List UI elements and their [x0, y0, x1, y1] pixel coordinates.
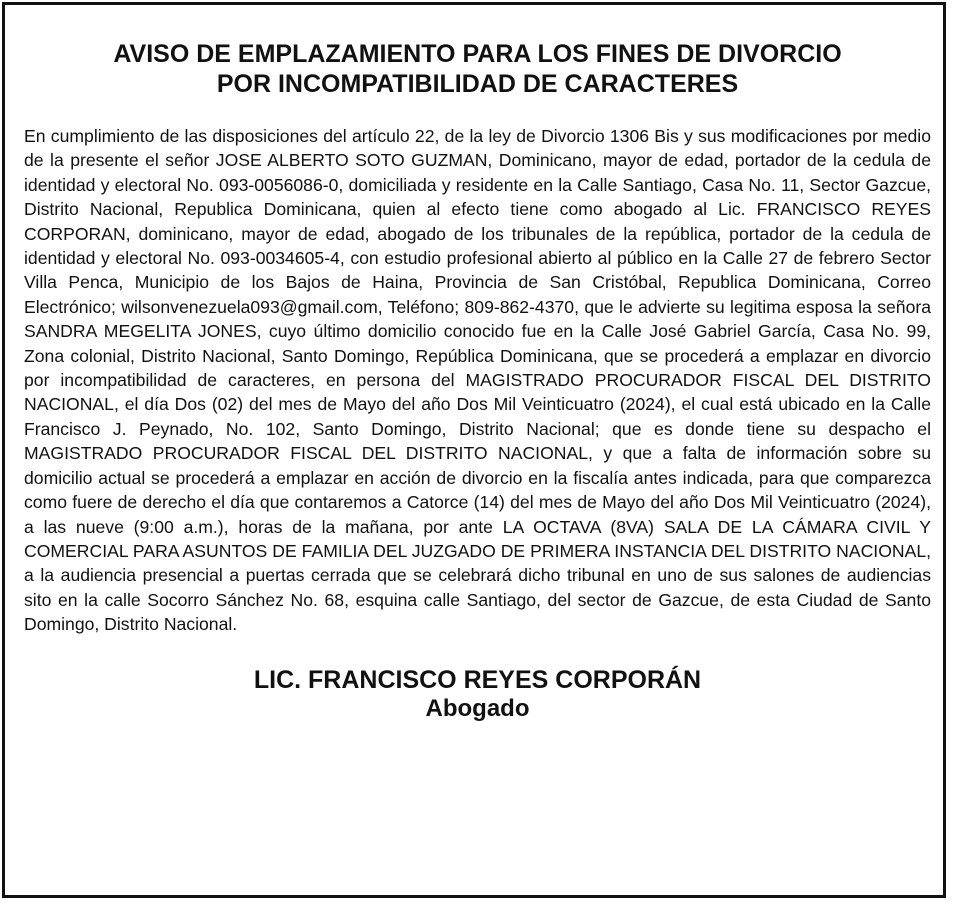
notice-title-line-1: AVISO DE EMPLAZAMIENTO PARA LOS FINES DE DIVORCIO	[113, 40, 842, 68]
notice-content	[24, 39, 931, 723]
signature-role: Abogado	[425, 694, 530, 722]
notice-frame	[2, 2, 946, 898]
notice-title-line-2: POR INCOMPATIBILIDAD DE CARACTERES	[216, 70, 739, 98]
signature-name: LIC. FRANCISCO REYES CORPORÁN	[253, 665, 702, 694]
notice-body-paragraph: En cumplimiento de las disposiciones del artículo 22, de la ley de Divorcio 1306 Bis y sus modificaciones por medio de la presente el señor JOSE ALBERTO SOTO GUZMAN, Dominicano, mayor de edad, portador de la cedula de identidad y electoral No. 093-0056086-0, domiciliada y residente en la Calle Santiago, Casa No. 11, Sector Gazcue, Distrito Nacional, Republica Dominicana, quien al efecto tiene como abogado al Lic. FRANCISCO REYES CORPORAN, dominicano, mayor de edad, abogado de los tribunales de la república, portador de la cedula de identidad y electoral No. 093-0034605-4, con estudio profesional abierto al público en la Calle 27 de febrero Sector Villa Penca, Municipio de los Bajos de Haina, Provincia de San Cristóbal, Republica Dominicana, Correo Electrónico; wilsonvenezuela093@gmail.com, Teléfono; 809-862-4370, que le advierte su legitima esposa la señora SANDRA MEGELITA JONES, cuyo último domicilio conocido fue en la Calle José Gabriel García, Casa No. 99, Zona colonial, Distrito Nacional, Santo Domingo, República Dominicana, que se procederá a emplazar en divorcio por incompatibilidad de caracteres, en persona del MAGISTRADO PROCURADOR FISCAL DEL DISTRITO NACIONAL, el día Dos (02) del mes de Mayo del año Dos Mil Veinticuatro (2024), el cual está ubicado en la Calle Francisco J. Peynado, No. 102, Santo Domingo, Distrito Nacional; que es donde tiene su despacho el MAGISTRADO PROCURADOR FISCAL DEL DISTRITO NACIONAL, y que a falta de información sobre su domicilio actual se procederá a emplazar en acción de divorcio en la fiscalía antes indicada, para que comparezca como fuere de derecho el día que contaremos a Catorce (14) del mes de Mayo del año Dos Mil Veinticuatro (2024), a las nueve (9:00 a.m.), horas de la mañana, por ante LA OCTAVA (8VA) SALA DE LA CÁMARA CIVIL Y COMERCIAL PARA ASUNTOS DE FAMILIA DEL JUZGADO DE PRIMERA INSTANCIA DEL DISTRITO NACIONAL, a la audiencia presencial a puertas cerrada que se celebrará dicho tribunal en uno de sus salones de audiencias sito en la calle Socorro Sánchez No. 68, esquina calle Santiago, del sector de Gazcue, de esta Ciudad de Santo Domingo, Distrito Nacional.	[24, 126, 931, 635]
signature-block	[24, 665, 931, 723]
notice-title	[24, 39, 931, 99]
